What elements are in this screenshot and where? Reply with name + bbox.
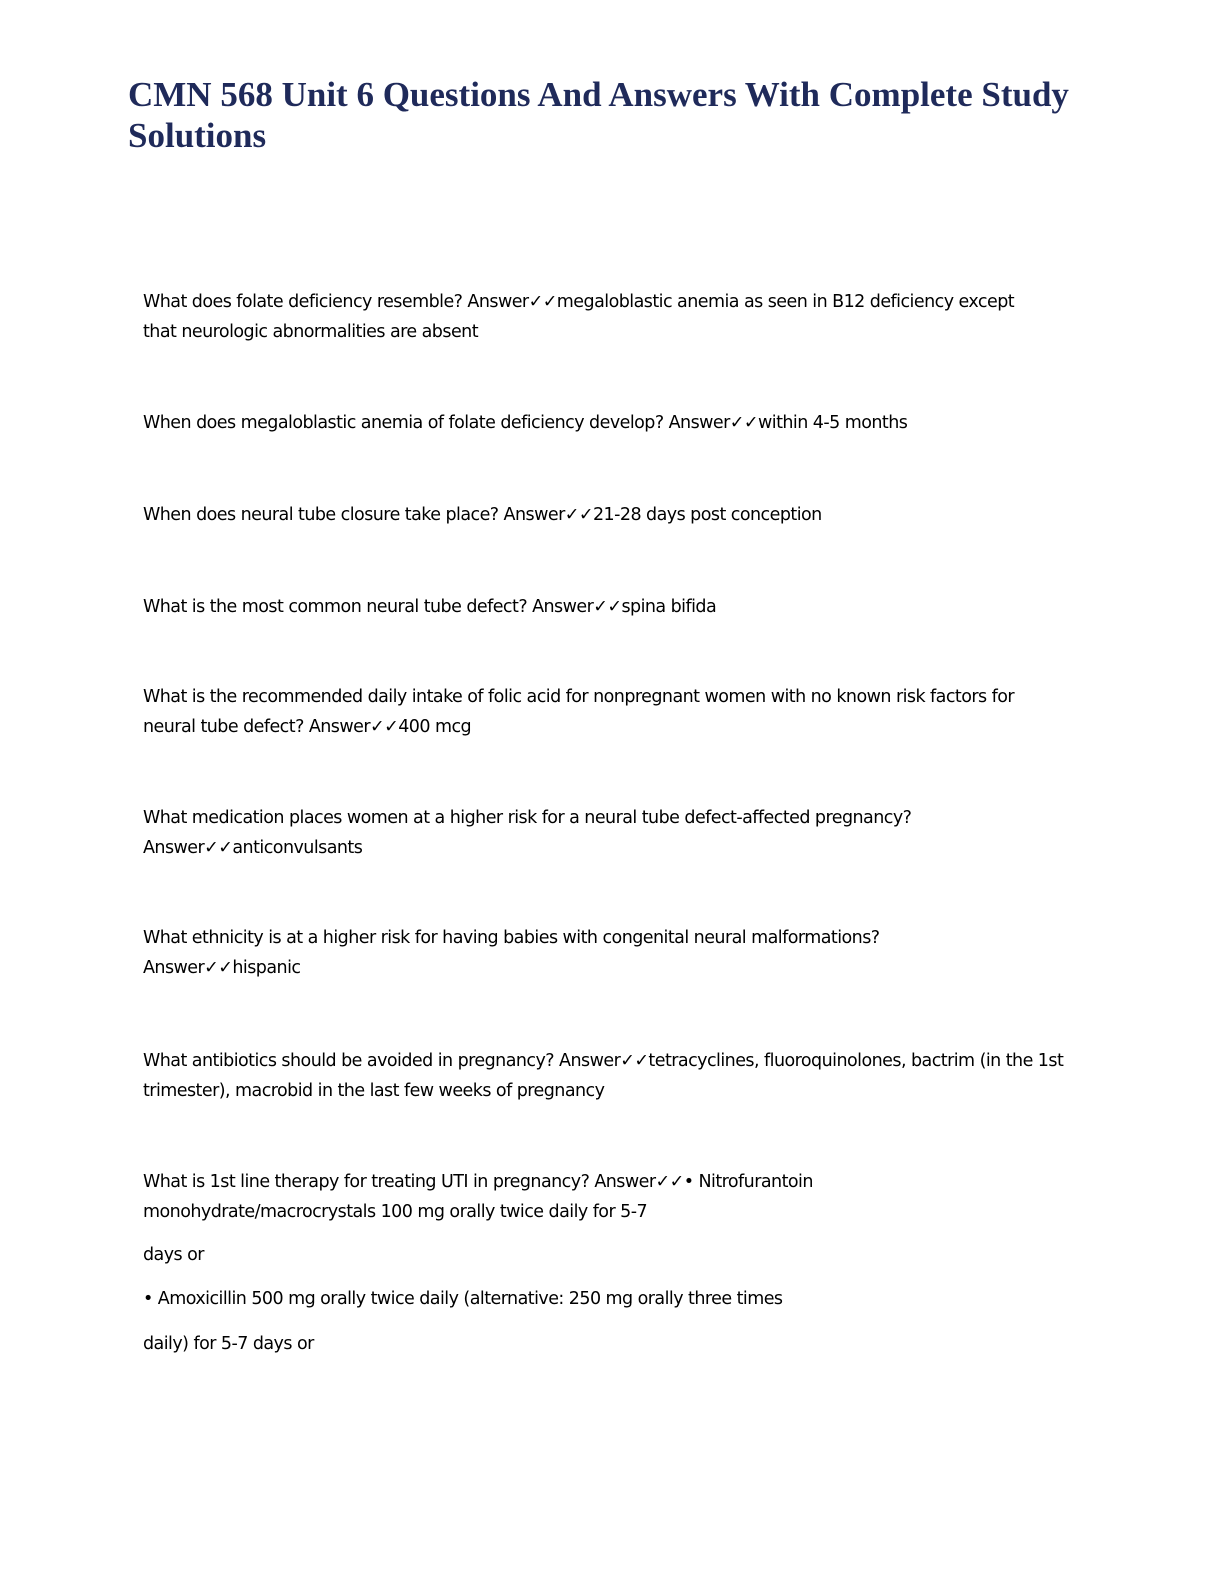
uti-therapy-continuation: days or xyxy=(143,1245,204,1265)
qa-common-neural-tube-defect: What is the most common neural tube defect? Answer✓✓spina bifida xyxy=(143,597,717,617)
qa-antibiotics-avoided: What antibiotics should be avoided in pregnancy? Answer✓✓tetracyclines, fluoroquinolones, bactrim (in the 1st trimester), macrobid in the last few weeks of pregnancy xyxy=(143,1051,1064,1101)
qa-medication-risk: What medication places women at a higher risk for a neural tube defect-affected pregnancy? Answer✓✓anticonvulsants xyxy=(143,808,912,858)
qa-neural-tube-closure: When does neural tube closure take place? Answer✓✓21-28 days post conception xyxy=(143,505,822,525)
uti-therapy-amoxicillin: • Amoxicillin 500 mg orally twice daily (alternative: 250 mg orally three times xyxy=(143,1289,783,1309)
qa-uti-first-line-therapy: What is 1st line therapy for treating UTI in pregnancy? Answer✓✓• Nitrofurantoin monohydrate/macrocrystals 100 mg orally twice daily for 5-7 xyxy=(143,1172,813,1222)
qa-ethnicity-risk: What ethnicity is at a higher risk for having babies with congenital neural malformations? Answer✓✓hispanic xyxy=(143,928,880,978)
qa-megaloblastic-anemia-onset: When does megaloblastic anemia of folate deficiency develop? Answer✓✓within 4-5 months xyxy=(143,413,908,433)
qa-folic-acid-intake: What is the recommended daily intake of folic acid for nonpregnant women with no known risk factors for neural tube defect? Answer✓✓400 mcg xyxy=(143,687,1015,737)
uti-therapy-amoxicillin-continuation: daily) for 5-7 days or xyxy=(143,1334,314,1354)
document-title: CMN 568 Unit 6 Questions And Answers With Complete Study Solutions xyxy=(128,75,1069,155)
qa-folate-deficiency: What does folate deficiency resemble? Answer✓✓megaloblastic anemia as seen in B12 deficiency except that neurologic abnormalities are absent xyxy=(143,292,1015,342)
